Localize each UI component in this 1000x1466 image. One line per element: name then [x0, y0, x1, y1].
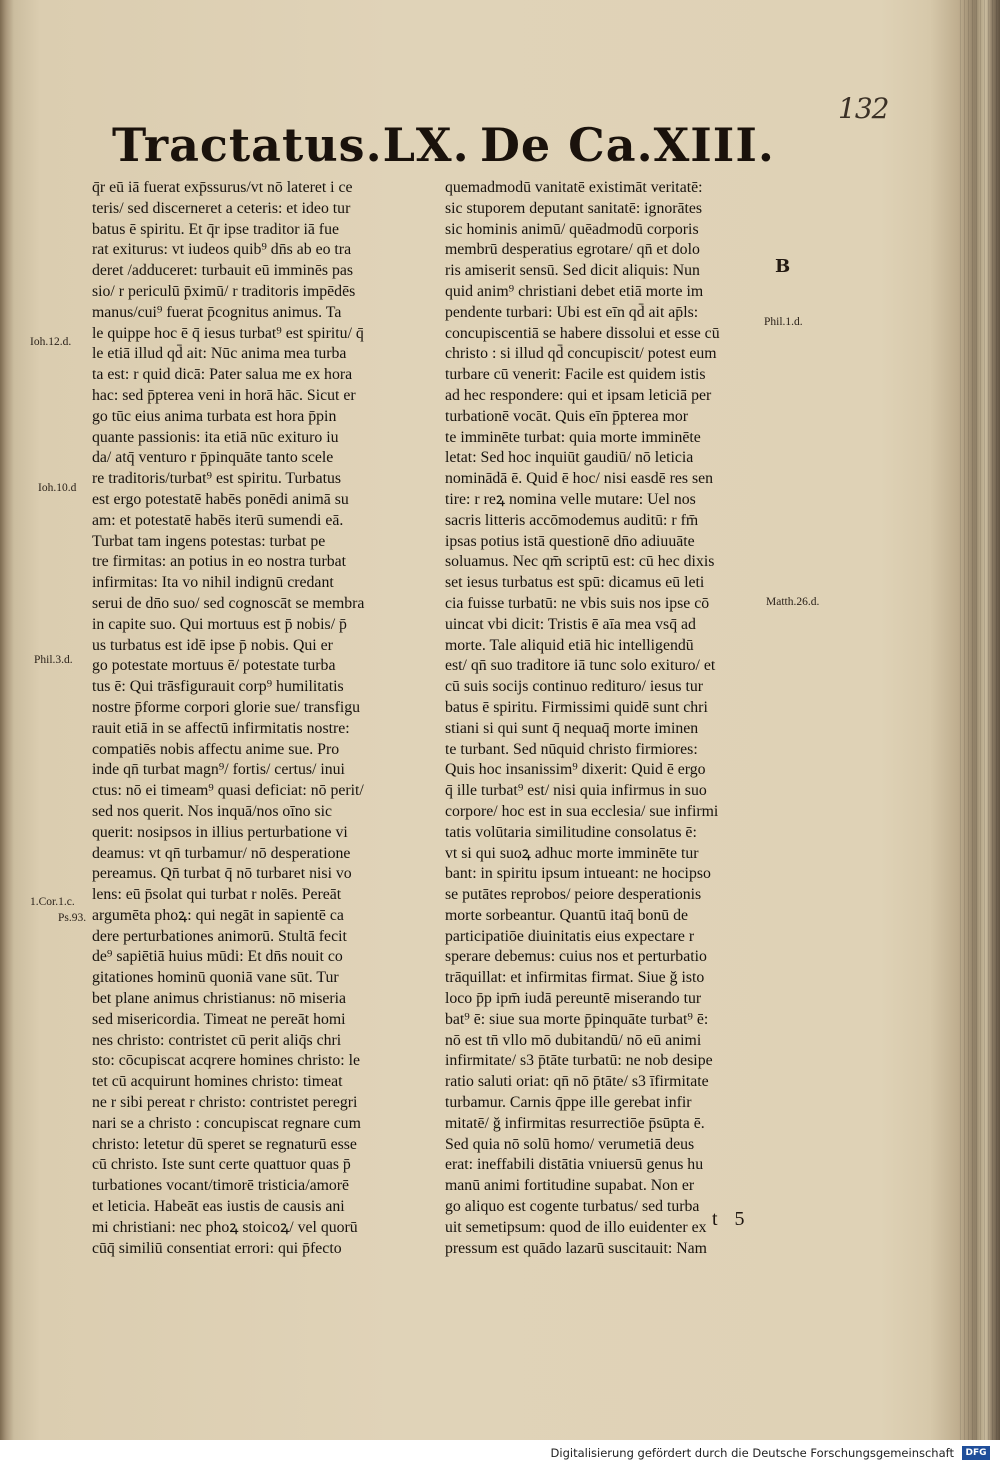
- text-line: bat⁹ ē: siue sua morte p̄pinquāte turbat⁹ ē:: [445, 1010, 709, 1028]
- text-line: sed misericordia. Timeat ne pereāt homi: [92, 1010, 346, 1028]
- text-line: ris amiserit sensū. Sed dicit aliquis: Nun: [445, 262, 700, 280]
- text-line: mi christiani: nec phoꝝ stoicoꝝ/ vel quorū: [92, 1218, 358, 1236]
- text-line: Quis hoc insanissim⁹ dixerit: Quid ē ergo: [445, 761, 706, 779]
- text-line: in capite suo. Qui mortuus est p̄ nobis/ p̄: [92, 615, 347, 633]
- text-line: ctus: nō ei timeam⁹ quasi deficiat: nō perit/: [92, 782, 364, 800]
- text-line: set iesus turbatus est spū: dicamus eū leti: [445, 574, 705, 592]
- footer-bar: [0, 1440, 1000, 1466]
- text-line: sperare debemus: cuius nos et perturbatio: [445, 948, 707, 966]
- section-letter: B: [775, 256, 791, 277]
- text-line: le quippe hoc ē q̄ iesus turbat⁹ est spiritu/ q̄: [92, 324, 364, 342]
- text-line: ta est: r quid dicā: Pater salua me ex hora: [92, 366, 353, 384]
- text-line: ratio saluti oriat: qn̄ nō p̄tāte/ s3 īfirmitate: [445, 1073, 709, 1091]
- text-line: te imminēte turbat: quia morte imminēte: [445, 428, 701, 446]
- text-line: infirmitate/ s3 p̄tāte turbatū: ne nob desipe: [445, 1052, 713, 1070]
- text-line: christo : si illud qd̄ concupiscit/ potest eum: [445, 345, 717, 363]
- text-line: stiani si qui sunt q̄ nequaq̄ morte iminen: [445, 719, 699, 737]
- text-line: nō est tn̄ vllo mō dubitandū/ nō eū animi: [445, 1031, 702, 1049]
- text-line: teris/ sed discerneret a ceteris: et ideo tur: [92, 199, 351, 217]
- text-line: compatiēs nobis affectu anime sue. Pro: [92, 740, 340, 758]
- text-line: gitationes hominū quoniā vane sūt. Tur: [92, 969, 339, 987]
- text-line: q̄r eū iā fuerat exp̄ssurus/vt nō lateret i ce: [92, 179, 353, 196]
- text-line: batus ē spiritu. Et q̄r ipse traditor iā fue: [92, 220, 339, 238]
- text-line: te turbant. Sed nūquid christo firmiores:: [445, 740, 698, 758]
- text-line: rat exiturus: vt iudeos quib⁹ dn̄s ab eo tra: [92, 241, 352, 259]
- text-line: q̄ ille turbat⁹ est/ nisi quia infirmus in suo: [445, 782, 707, 800]
- text-line: go aliquo est cogente turbatus/ sed turba: [445, 1198, 700, 1216]
- text-line: et leticia. Habeāt eas iustis de causis ani: [92, 1198, 345, 1216]
- text-line: quante passionis: ita etiā nūc exituro iu: [92, 428, 339, 446]
- text-line: sic hominis animū/ quēadmodū corporis: [445, 220, 699, 238]
- text-line: turbamur. Carnis q̄ppe ille gerebat infir: [445, 1094, 692, 1112]
- margin-note-matth-26: Matth.26.d.: [766, 596, 820, 608]
- margin-note-phil-1: Phil.1.d.: [764, 316, 803, 328]
- page-edge-stack: [960, 0, 1000, 1440]
- text-line: morte sorbeantur. Quantū itaq̄ bonū de: [445, 906, 689, 924]
- text-line: membrū desperatius egrotare/ qn̄ et dolo: [445, 241, 700, 259]
- text-line: pereamus. Qn̄ turbat q̄ nō turbaret nisi vo: [92, 865, 352, 883]
- text-line: turbare cū venerit: Facile est quidem istis: [445, 366, 706, 384]
- text-column-left: [92, 178, 424, 1259]
- text-line: Sed quia nō solū homo/ verumetiā deus: [445, 1135, 695, 1153]
- running-heading-left: Tractatus.LX.: [112, 118, 470, 172]
- text-line: se putātes reprobos/ peiore desperationis: [445, 886, 702, 904]
- text-line: sacris litteris accōmodemus auditū: r fm̄: [445, 511, 699, 529]
- text-line: corpore/ hoc est in sua ecclesia/ sue infirmi: [445, 802, 719, 820]
- text-line: pressum est quādo lazarū suscitauit: Nam: [445, 1239, 707, 1257]
- text-column-right: [445, 178, 771, 1259]
- text-line: lens: eū p̄solat qui turbat r nolēs. Pereāt: [92, 886, 342, 904]
- text-line: tus ē: Qui trāsfigurauit corp⁹ humilitatis: [92, 678, 344, 696]
- text-line: Turbat tam ingens potestas: turbat pe: [92, 532, 326, 550]
- text-line: pendente turbari: Ubi est eīn qd̄ ait ap̄ls:: [445, 303, 699, 321]
- margin-note-1-cor-1: 1.Cor.1.c.: [30, 896, 75, 908]
- text-line: go potestate mortuus ē/ potestate turba: [92, 657, 336, 675]
- text-line: am: et potestatē habēs iterū sumendi eā.: [92, 511, 344, 529]
- signature-mark: t 5: [712, 1208, 751, 1230]
- text-line: inde qn̄ turbat magn⁹/ fortis/ certus/ inui: [92, 761, 345, 779]
- text-line: tre firmitas: an potius in eo nostra turbat: [92, 553, 347, 571]
- text-line: nostre p̄forme corpori glorie sue/ transfigu: [92, 698, 361, 716]
- text-line: us turbatus est idē ipse p̄ nobis. Qui er: [92, 636, 333, 654]
- text-line: trāquillat: et infirmitas firmat. Siue ğ isto: [445, 969, 705, 987]
- text-line: letat: Sed hoc inquiūt gaudiū/ nō leticia: [445, 449, 694, 467]
- text-line: uit semetipsum: quod de illo euidenter ex: [445, 1218, 707, 1236]
- text-line: cūq̄ similiū consentiat errori: qui p̄fecto: [92, 1239, 342, 1257]
- text-line: sio/ r periculū p̄ximū/ r traditoris impēdēs: [92, 282, 356, 300]
- text-line: nes christo: contristet cū perit aliq̄s chri: [92, 1031, 342, 1049]
- text-line: batus ē spiritu. Firmissimi quidē sunt chri: [445, 698, 708, 716]
- text-line: manus/cui⁹ fuerat p̄cognitus animus. Ta: [92, 303, 342, 321]
- folio-number: 132: [838, 92, 889, 125]
- margin-note-job-10: Ioh.10.d: [38, 482, 77, 494]
- text-line: ne r sibi pereat r christo: contristet peregri: [92, 1094, 358, 1112]
- text-line: nari se a christo : concupiscat regnare cum: [92, 1114, 361, 1132]
- text-line: sic stuporem deputant sanitatē: ignorātes: [445, 199, 703, 217]
- text-line: participatiōe diuinitatis eius expectare r: [445, 927, 695, 945]
- text-line: concupiscentiā se habere dissolui et esse cū: [445, 324, 720, 342]
- text-line: soluamus. Nec qm̄ scriptū est: cū hec dixis: [445, 553, 715, 571]
- text-line: hac: sed p̄pterea veni in horā hāc. Sicut er: [92, 386, 356, 404]
- text-line: mitatē/ ğ infirmitas resurrectiōe p̄sūpta ē.: [445, 1114, 705, 1132]
- text-line: go tūc eius anima turbata est hora p̄pin: [92, 407, 337, 425]
- text-line: deret /adduceret: turbauit eū imminēs pas: [92, 262, 353, 280]
- text-line: morte. Tale aliquid etiā hic intelligendū: [445, 636, 694, 654]
- text-line: turbationē vocāt. Quis eīn p̄pterea mor: [445, 407, 689, 425]
- text-line: ipsas potius istā questionē dn̄o adiuuāte: [445, 532, 695, 550]
- text-line: tire: r reꝝ nomina velle mutare: Uel nos: [445, 490, 696, 508]
- text-line: deamus: vt qn̄ turbamur/ nō desperatione: [92, 844, 351, 862]
- text-line: quid anim⁹ christiani debet etiā morte im: [445, 282, 704, 300]
- margin-note-phil-3: Phil.3.d.: [34, 654, 73, 666]
- text-line: christo: letetur dū speret se regnaturū esse: [92, 1135, 357, 1153]
- text-line: re traditoris/turbat⁹ est spiritu. Turbatus: [92, 470, 342, 488]
- text-line: bant: in spiritu ipsum intueant: ne hocipso: [445, 865, 711, 883]
- text-line: tatis volūtaria similitudine consolatus ē:: [445, 823, 697, 841]
- margin-note-ps-93: Ps.93.: [58, 912, 87, 924]
- text-line: manū animi fortitudine supabat. Non er: [445, 1177, 695, 1195]
- text-line: vt si qui suoꝝ adhuc morte imminēte tur: [445, 844, 699, 862]
- running-heading-right: De Ca.XIII.: [480, 118, 775, 172]
- text-line: quemadmodū vanitatē existimāt veritatē:: [445, 179, 703, 196]
- text-line: rauit etiā in se affectū infirmitatis nostre:: [92, 719, 350, 737]
- text-line: uincat vbi dicit: Tristis ē aīa mea vsq̄ ad: [445, 615, 696, 633]
- text-line: turbationes vocant/timorē tristicia/amorē: [92, 1177, 350, 1195]
- text-line: serui de dn̄o suo/ sed cognoscāt se membra: [92, 594, 365, 612]
- text-line: sed nos querit. Nos inquā/nos oīno sic: [92, 802, 333, 820]
- text-line: est ergo potestatē habēs ponēdi animā su: [92, 490, 349, 508]
- text-line: dere perturbationes animorū. Stultā fecit: [92, 927, 347, 945]
- text-line: sto: cōcupiscat acqrere homines christo: le: [92, 1052, 361, 1070]
- text-line: est/ qn̄ suo traditore iā tunc solo exituro/ et: [445, 657, 716, 675]
- text-line: bet plane animus christianus: nō miseria: [92, 990, 347, 1008]
- text-line: cū suis socijs continuo redituro/ iesus tur: [445, 678, 703, 696]
- dfg-logo: DFG: [962, 1446, 990, 1460]
- margin-note-job-12: Ioh.12.d.: [30, 336, 72, 348]
- text-line: da/ atq̄ venturo r p̄pinquāte tanto scele: [92, 449, 334, 467]
- text-line: infirmitas: Ita vo nihil indignū credant: [92, 574, 334, 592]
- text-line: cia fuisse turbatū: ne vbis suis nos ipse cō: [445, 594, 710, 612]
- text-line: loco p̄p ipm̄ iudā pereuntē miserando tur: [445, 990, 702, 1008]
- text-line: ad hec respondere: qui et ipsam leticiā per: [445, 386, 712, 404]
- text-line: cū christo. Iste sunt certe quattuor quas p̄: [92, 1156, 351, 1174]
- text-line: erat: ineffabili distātia vniuersū genus hu: [445, 1156, 704, 1174]
- text-line: de⁹ sapiētiā huius mūdi: Et dn̄s nouit co: [92, 948, 343, 966]
- text-line: tet cū acquirunt homines christo: timeat: [92, 1073, 343, 1091]
- footer-credit: Digitalisierung gefördert durch die Deutsche Forschungsgemeinschaft: [550, 1446, 954, 1460]
- text-line: le etiā illud qd̄ ait: Nūc anima mea turba: [92, 345, 347, 363]
- text-line: querit: nosipsos in illius perturbatione vi: [92, 823, 348, 841]
- text-line: nominādā ē. Quid ē hoc/ nisi easdē res sen: [445, 470, 714, 488]
- text-line: argumēta phoꝝ: qui negāt in sapientē ca: [92, 906, 344, 924]
